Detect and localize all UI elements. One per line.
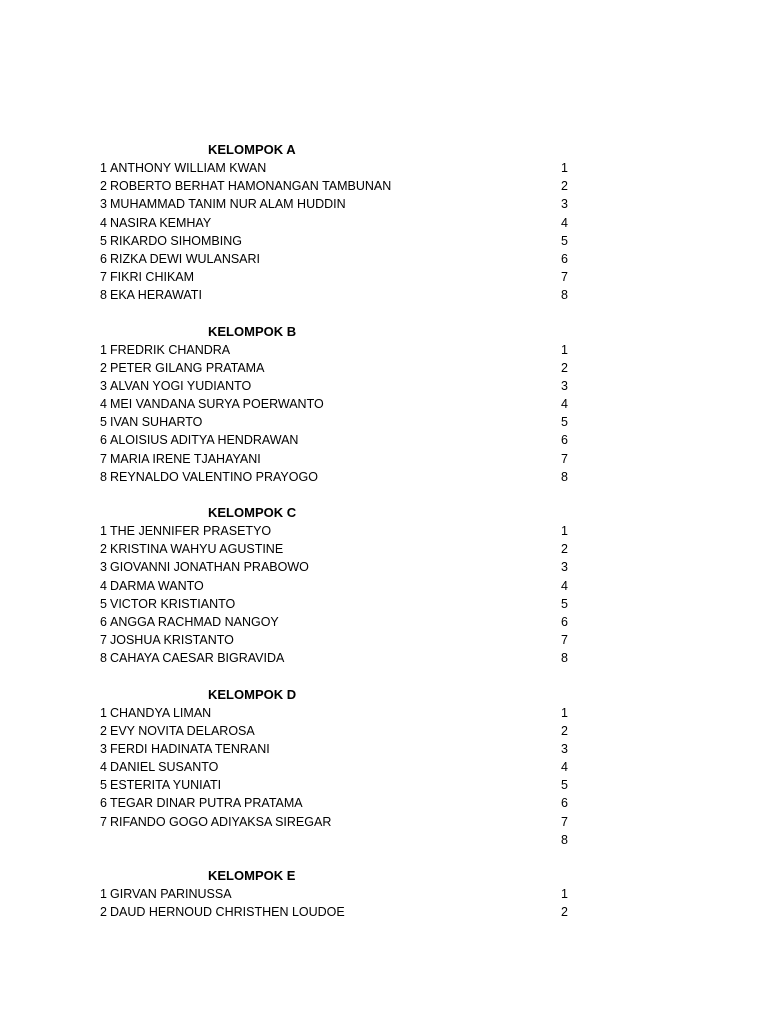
list-item <box>0 232 768 250</box>
list-item <box>0 431 768 449</box>
row-index: 2 <box>100 179 107 194</box>
row-number: 3 <box>561 741 568 756</box>
list-item <box>0 214 768 232</box>
row-number: 2 <box>561 723 568 738</box>
list-item <box>0 341 768 359</box>
row-name: IVAN SUHARTO <box>110 415 203 430</box>
list-item <box>0 377 768 395</box>
row-number: 4 <box>561 760 568 775</box>
row-number: 1 <box>561 524 568 538</box>
list-item <box>0 758 768 776</box>
row-number: 7 <box>561 270 568 285</box>
row-index: 4 <box>100 397 107 412</box>
row-index: 4 <box>100 215 107 230</box>
group-title: KELOMPOK D <box>208 686 297 702</box>
list-item <box>0 558 768 576</box>
row-number: 6 <box>561 433 568 448</box>
row-number: 1 <box>561 161 568 175</box>
list-item <box>0 831 768 849</box>
row-name: FIKRI CHIKAM <box>110 270 195 285</box>
row-name: NASIRA KEMHAY <box>110 215 212 230</box>
row-name: RIZKA DEWI WULANSARI <box>110 251 261 266</box>
row-name: KRISTINA WAHYU AGUSTINE <box>110 542 284 557</box>
group-title: KELOMPOK C <box>208 505 297 520</box>
row-name: EKA HERAWATI <box>110 288 202 303</box>
row-index: 5 <box>100 596 107 611</box>
row-name: ALOISIUS ADITYA HENDRAWAN <box>110 433 299 448</box>
row-number: 5 <box>561 415 568 430</box>
row-name: THE JENNIFER PRASETYO <box>110 524 272 538</box>
row-number: 3 <box>561 197 568 212</box>
list-item <box>0 740 768 758</box>
row-number: 1 <box>561 342 568 357</box>
row-name: MUHAMMAD TANIM NUR ALAM HUDDIN <box>110 197 346 212</box>
list-item <box>0 540 768 558</box>
row-number: 8 <box>561 469 568 484</box>
row-name: ANGGA RACHMAD NANGOY <box>110 614 279 629</box>
row-name: CAHAYA CAESAR BIGRAVIDA <box>110 651 285 666</box>
row-index: 7 <box>100 814 107 829</box>
row-name: CHANDYA LIMAN <box>110 705 212 720</box>
row-name: REYNALDO VALENTINO PRAYOGO <box>110 469 318 484</box>
row-name: DANIEL SUSANTO <box>110 760 219 775</box>
row-index: 1 <box>100 342 107 357</box>
row-name: VICTOR KRISTIANTO <box>110 596 236 611</box>
list-item <box>0 613 768 631</box>
row-number: 8 <box>561 288 568 303</box>
row-index: 8 <box>100 651 107 666</box>
list-item <box>0 885 768 903</box>
row-index: 6 <box>100 614 107 629</box>
row-index: 7 <box>100 633 107 648</box>
row-number: 7 <box>561 451 568 466</box>
row-number: 7 <box>561 633 568 648</box>
row-number: 1 <box>561 705 568 720</box>
row-name: GIRVAN PARINUSSA <box>110 887 232 901</box>
row-index: 3 <box>100 560 107 575</box>
list-item <box>0 776 768 794</box>
row-number: 5 <box>561 233 568 248</box>
row-number: 1 <box>561 887 568 901</box>
list-item <box>0 359 768 377</box>
list-item <box>0 450 768 468</box>
row-name: JOSHUA KRISTANTO <box>110 633 234 648</box>
row-name: ROBERTO BERHAT HAMONANGAN TAMBUNAN <box>110 179 392 194</box>
row-name: MARIA IRENE TJAHAYANI <box>110 451 261 466</box>
row-name: RIKARDO SIHOMBING <box>110 233 242 248</box>
list-item <box>0 577 768 595</box>
row-index: 1 <box>100 161 107 175</box>
row-number: 4 <box>561 215 568 230</box>
group-c <box>0 504 768 668</box>
row-index: 2 <box>100 723 107 738</box>
row-index: 7 <box>100 451 107 466</box>
row-index: 3 <box>100 741 107 756</box>
list-item <box>0 395 768 413</box>
list-item <box>0 159 768 177</box>
row-number: 5 <box>561 596 568 611</box>
row-index: 1 <box>100 524 107 538</box>
row-number: 7 <box>561 814 568 829</box>
list-item <box>0 268 768 286</box>
row-index: 5 <box>100 415 107 430</box>
row-number: 8 <box>561 651 568 666</box>
row-number: 4 <box>561 578 568 593</box>
group-title: KELOMPOK A <box>208 142 296 157</box>
group-title: KELOMPOK E <box>208 868 296 883</box>
list-item <box>0 903 768 921</box>
list-item <box>0 413 768 431</box>
list-item <box>0 794 768 812</box>
list-item <box>0 813 768 831</box>
row-number: 8 <box>561 832 568 847</box>
row-name: DARMA WANTO <box>110 578 204 593</box>
row-index: 3 <box>100 378 107 393</box>
row-name: FREDRIK CHANDRA <box>110 342 231 357</box>
row-index: 6 <box>100 796 107 811</box>
row-name: GIOVANNI JONATHAN PRABOWO <box>110 560 309 575</box>
row-name: ANTHONY WILLIAM KWAN <box>110 161 267 175</box>
list-item <box>0 195 768 213</box>
row-number: 2 <box>561 542 568 557</box>
row-index: 4 <box>100 760 107 775</box>
group-b <box>0 323 768 487</box>
list-item <box>0 722 768 740</box>
row-index: 6 <box>100 251 107 266</box>
list-item <box>0 522 768 540</box>
list-item <box>0 286 768 304</box>
list-item <box>0 250 768 268</box>
row-number: 2 <box>561 179 568 194</box>
row-name: ALVAN YOGI YUDIANTO <box>110 378 252 393</box>
row-index: 2 <box>100 360 107 375</box>
row-index: 8 <box>100 288 107 303</box>
row-name: DAUD HERNOUD CHRISTHEN LOUDOE <box>110 905 345 920</box>
row-index: 2 <box>100 905 107 920</box>
row-index: 5 <box>100 233 107 248</box>
row-number: 4 <box>561 397 568 412</box>
list-item <box>0 595 768 613</box>
row-number: 6 <box>561 796 568 811</box>
row-index: 3 <box>100 197 107 212</box>
row-index: 5 <box>100 778 107 793</box>
list-item <box>0 468 768 486</box>
group-title: KELOMPOK B <box>208 323 297 339</box>
row-number: 2 <box>561 905 568 920</box>
row-index: 7 <box>100 270 107 285</box>
row-index: 2 <box>100 542 107 557</box>
row-name: EVY NOVITA DELAROSA <box>110 723 255 738</box>
row-number: 6 <box>561 614 568 629</box>
row-index: 1 <box>100 887 107 901</box>
row-index: 1 <box>100 705 107 720</box>
row-number: 3 <box>561 378 568 393</box>
row-name: MEI VANDANA SURYA POERWANTO <box>110 397 324 412</box>
row-number: 6 <box>561 251 568 266</box>
row-index: 8 <box>100 469 107 484</box>
list-item <box>0 177 768 195</box>
list-item <box>0 631 768 649</box>
row-name: FERDI HADINATA TENRANI <box>110 741 270 756</box>
row-number: 5 <box>561 778 568 793</box>
row-index: 6 <box>100 433 107 448</box>
list-item <box>0 704 768 722</box>
row-name: RIFANDO GOGO ADIYAKSA SIREGAR <box>110 814 332 829</box>
row-name: ESTERITA YUNIATI <box>110 778 222 793</box>
row-number: 2 <box>561 360 568 375</box>
list-item <box>0 649 768 667</box>
group-list <box>0 141 768 939</box>
row-name: PETER GILANG PRATAMA <box>110 360 265 375</box>
row-name: TEGAR DINAR PUTRA PRATAMA <box>110 796 303 811</box>
row-index: 4 <box>100 578 107 593</box>
group-d <box>0 686 768 850</box>
group-a <box>0 141 768 305</box>
row-number: 3 <box>561 560 568 575</box>
group-e <box>0 867 768 921</box>
